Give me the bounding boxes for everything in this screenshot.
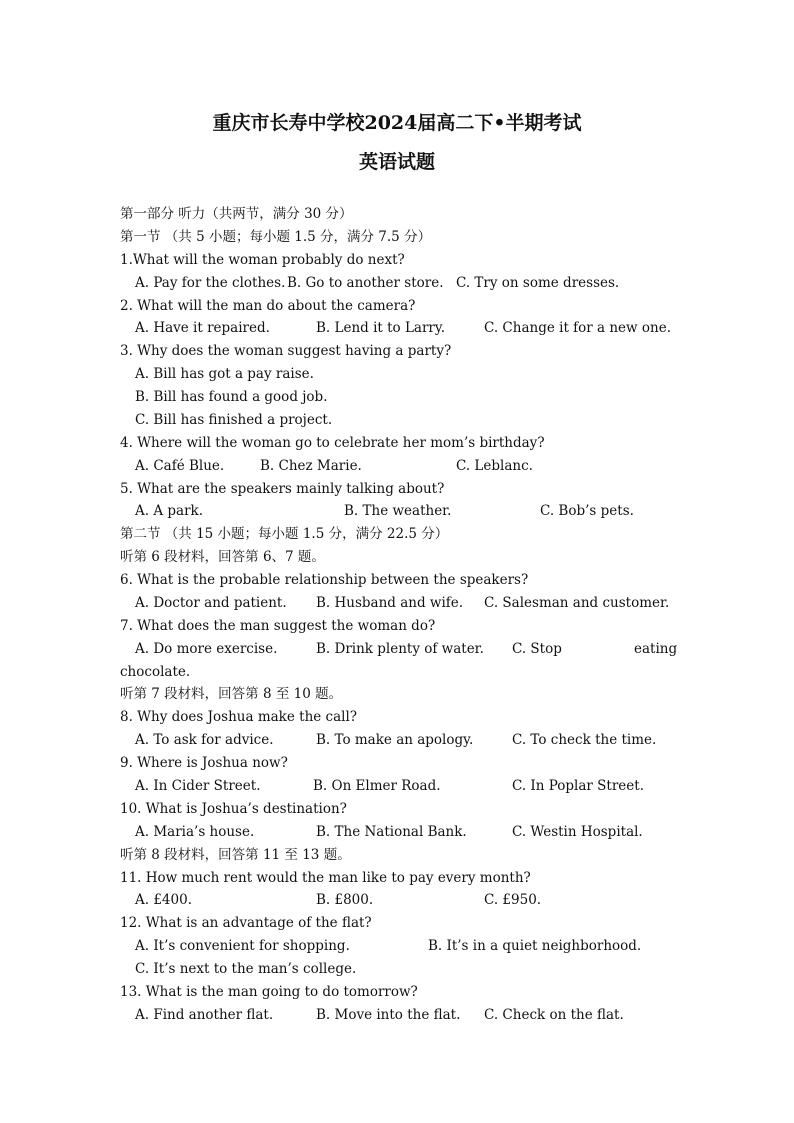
option-a: A. Café Blue.	[135, 458, 225, 474]
question-stem: 7. What does the man suggest the woman do?	[120, 618, 436, 634]
option-c: C. Leblanc.	[456, 458, 533, 474]
question-stem: 6. What is the probable relationship between the speakers?	[120, 572, 529, 588]
option-c: C. To check the time.	[512, 732, 657, 748]
option-b: B. £800.	[316, 892, 374, 908]
option-b: B. Chez Marie.	[260, 458, 362, 474]
option-c: C. £950.	[484, 892, 542, 908]
option-a: A. A park.	[135, 503, 203, 519]
option-c: C. Bob’s pets.	[540, 503, 634, 519]
option-a: A. Maria’s house.	[135, 824, 255, 840]
option-b: B. The weather.	[344, 503, 452, 519]
option-c: C. Bill has finished a project.	[135, 412, 333, 428]
option-b: B. To make an apology.	[316, 732, 474, 748]
part-heading: 第一部分 听力（共两节，满分 30 分）	[120, 206, 353, 222]
option-a: A. Do more exercise.	[135, 641, 278, 657]
option-c: C. In Poplar Street.	[512, 778, 644, 794]
option-a: A. Find another flat.	[135, 1007, 274, 1023]
question-stem: 2. What will the man do about the camera?	[120, 298, 416, 314]
option-b: B. Drink plenty of water.	[316, 641, 484, 657]
section-heading: 第二节 （共 15 小题；每小题 1.5 分，满分 22.5 分）	[120, 526, 449, 542]
option-b: B. On Elmer Road.	[313, 778, 441, 794]
question-stem: 11. How much rent would the man like to pay every month?	[120, 870, 531, 886]
question-stem: 10. What is Joshua’s destination?	[120, 801, 347, 817]
option-b: B. Lend it to Larry.	[316, 320, 446, 336]
option-b: B. It’s in a quiet neighborhood.	[428, 938, 642, 954]
option-c: C. Change it for a new one.	[484, 320, 671, 336]
option-c: C. Check on the flat.	[484, 1007, 624, 1023]
question-stem: 1.What will the woman probably do next?	[120, 252, 405, 268]
question-stem: 8. Why does Joshua make the call?	[120, 709, 358, 725]
question-stem: 9. Where is Joshua now?	[120, 755, 288, 771]
question-stem: 3. Why does the woman suggest having a party?	[120, 343, 452, 359]
option-b: B. Bill has found a good job.	[135, 389, 328, 405]
option-b: B. Move into the flat.	[316, 1007, 461, 1023]
option-c: C. Stop	[512, 641, 562, 657]
option-a: A. To ask for advice.	[135, 732, 274, 748]
exam-subtitle: 英语试题	[358, 151, 435, 173]
material-instruction: 听第 6 段材料，回答第 6、7 题。	[120, 549, 325, 565]
option-b: B. Go to another store.	[287, 275, 444, 291]
option-a: A. It’s convenient for shopping.	[135, 938, 350, 954]
option-c-wrap: chocolate.	[120, 664, 191, 680]
question-stem: 12. What is an advantage of the flat?	[120, 915, 372, 931]
option-a: A. Bill has got a pay raise.	[135, 366, 314, 382]
option-a: A. In Cider Street.	[135, 778, 261, 794]
option-c: C. It’s next to the man’s college.	[135, 961, 357, 977]
option-a: A. £400.	[135, 892, 192, 908]
option-c: C. Try on some dresses.	[456, 275, 620, 291]
material-instruction: 听第 8 段材料，回答第 11 至 13 题。	[120, 847, 351, 863]
exam-title: 重庆市长寿中学校2024届高二下•半期考试	[212, 112, 582, 134]
section-heading: 第一节 （共 5 小题；每小题 1.5 分，满分 7.5 分）	[120, 229, 432, 245]
option-c-continued: eating	[634, 641, 678, 657]
option-a: A. Have it repaired.	[135, 320, 270, 336]
question-stem: 5. What are the speakers mainly talking about?	[120, 481, 445, 497]
option-c: C. Salesman and customer.	[484, 595, 670, 611]
option-a: A. Doctor and patient.	[135, 595, 287, 611]
option-b: B. The National Bank.	[316, 824, 467, 840]
option-a: A. Pay for the clothes.	[135, 275, 286, 291]
material-instruction: 听第 7 段材料，回答第 8 至 10 题。	[120, 686, 343, 702]
option-b: B. Husband and wife.	[316, 595, 464, 611]
option-c: C. Westin Hospital.	[512, 824, 643, 840]
question-stem: 13. What is the man going to do tomorrow?	[120, 984, 418, 1000]
question-stem: 4. Where will the woman go to celebrate her mom’s birthday?	[120, 435, 545, 451]
